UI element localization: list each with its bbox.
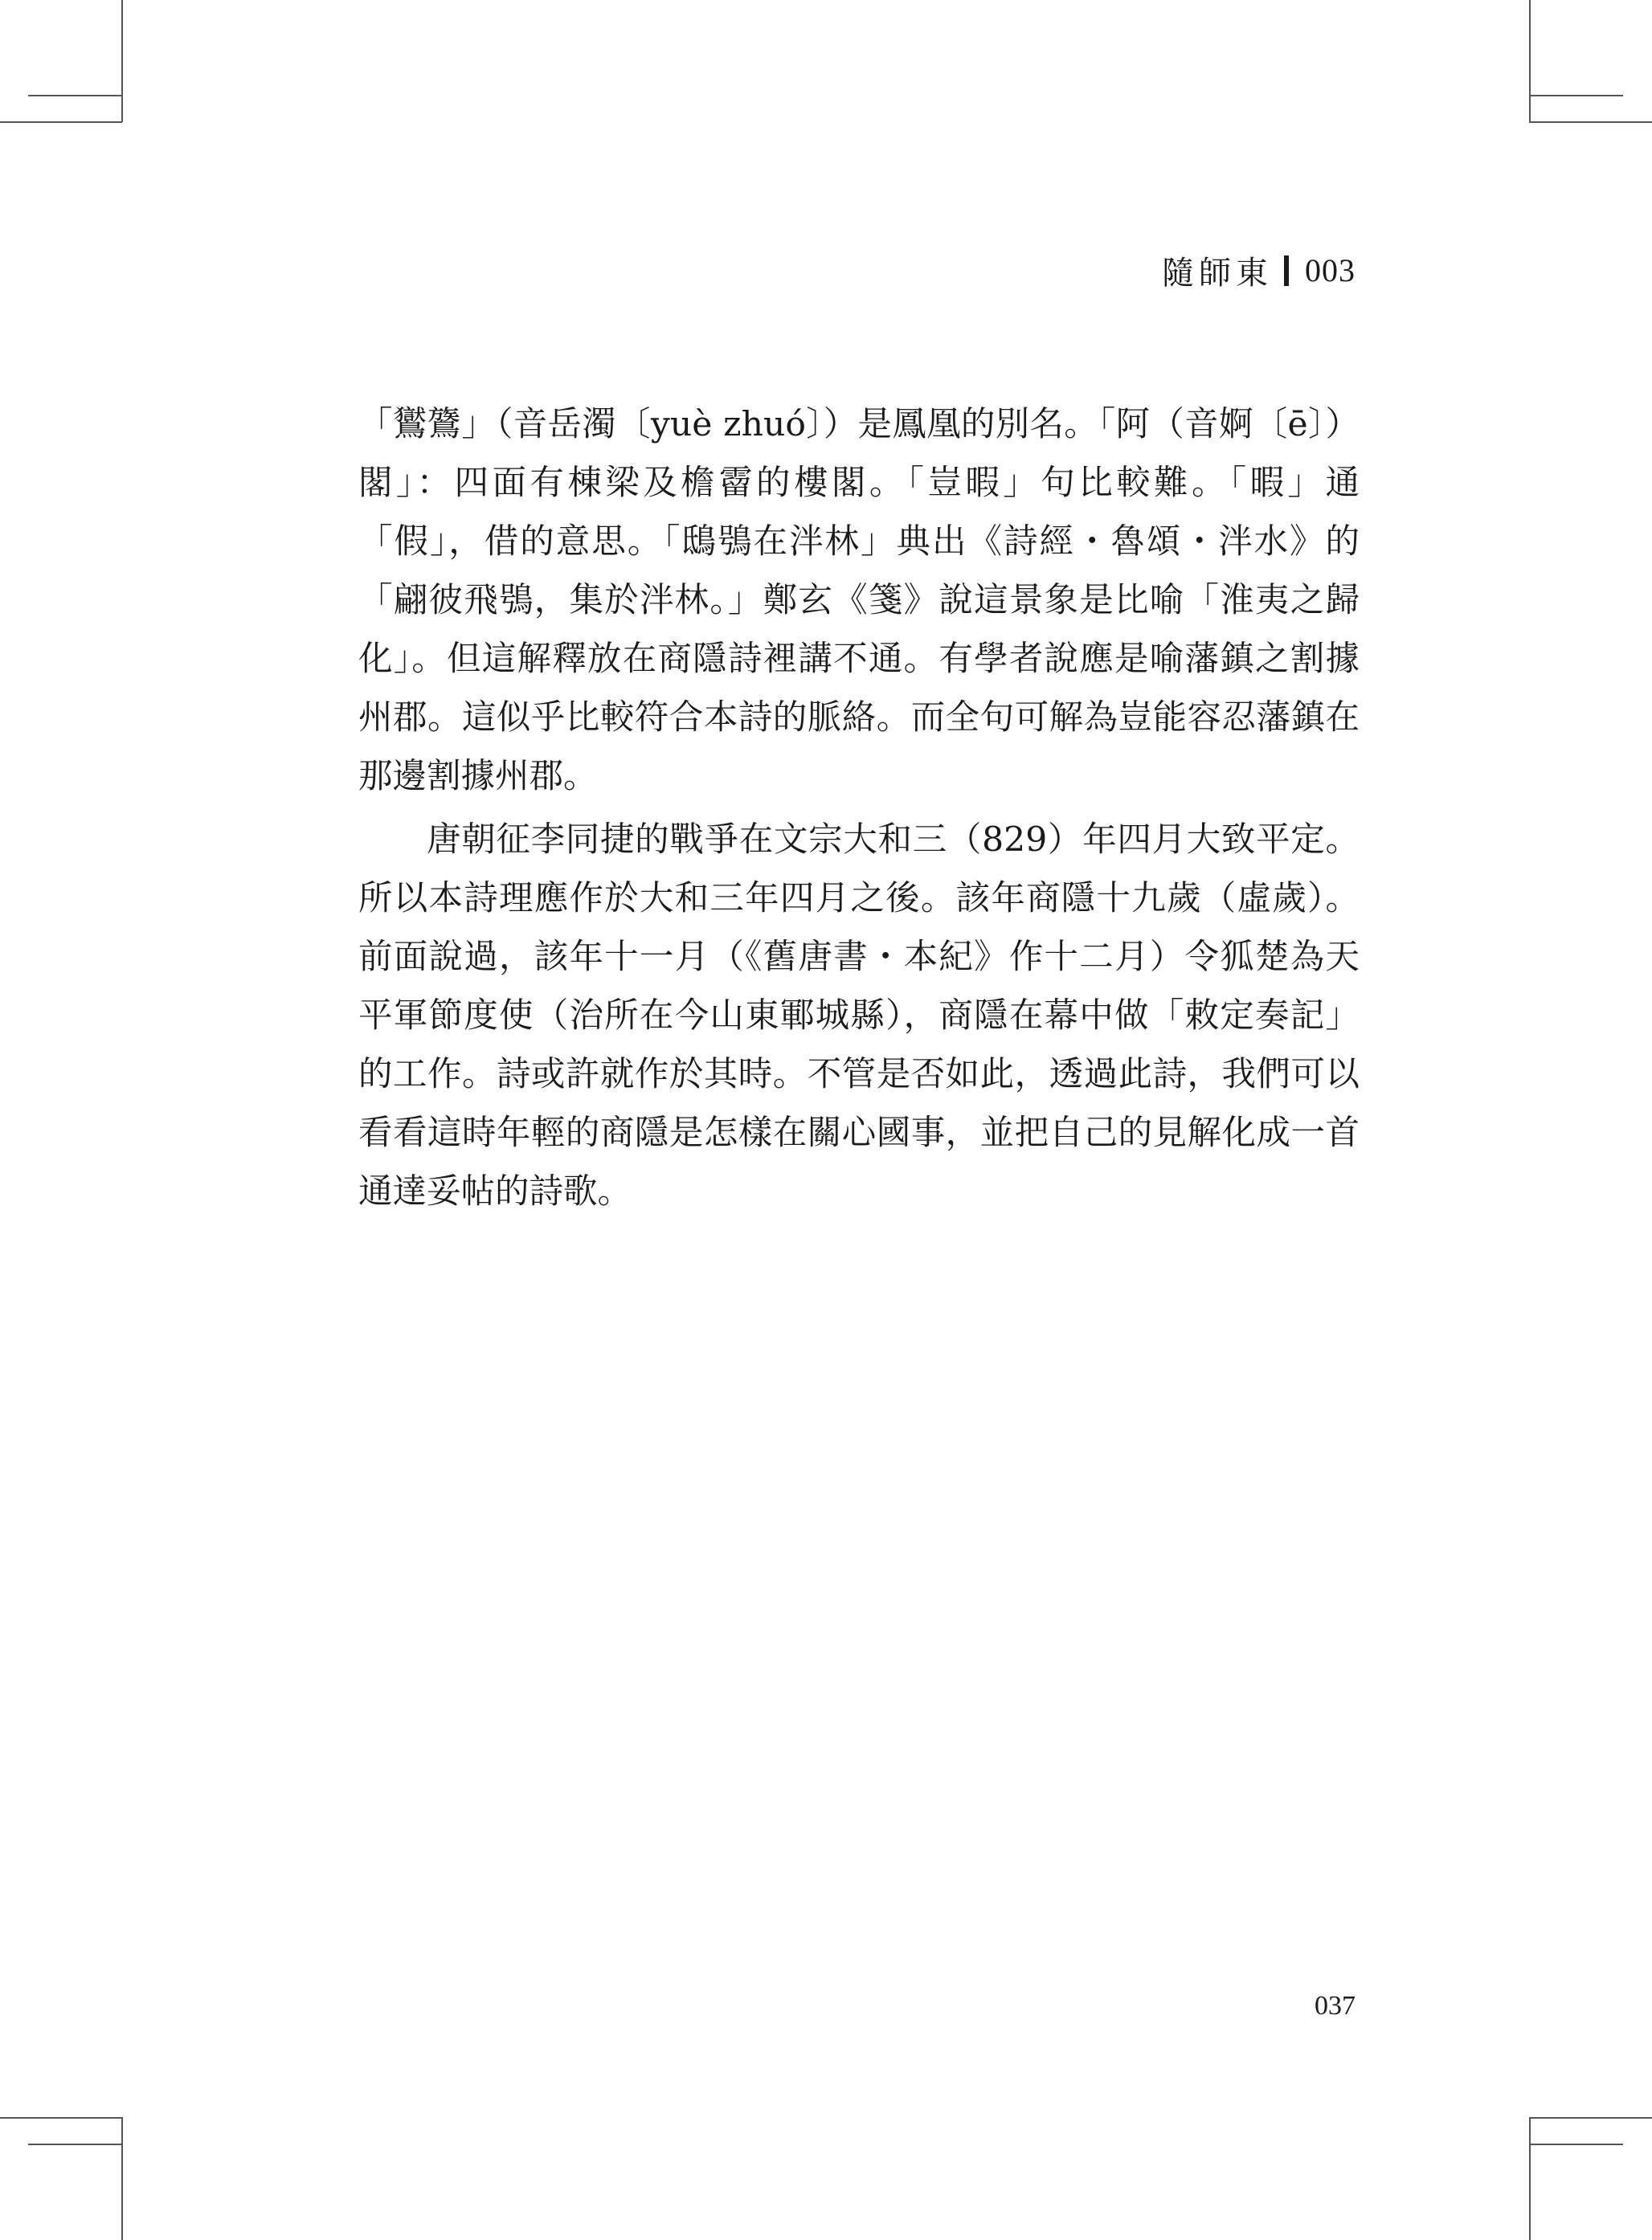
- paragraph-annotation: 「鸑鷟」（音岳濁〔yuè zhuó〕）是鳳凰的別名。「阿（音婀〔ē〕）閣」：四面有棟梁及檐霤的樓閣。「豈暇」句比較難。「暇」通「假」，借的意思。「鴟鴞在泮林」典出《詩經・魯頌・泮水》的「翩彼飛鴞，集於泮林。」鄭玄《箋》說這景象是比喻「淮夷之歸化」。但這解釋放在商隱詩裡講不通。有學者說應是喻藩鎮之割據州郡。這似乎比較符合本詩的脈絡。而全句可解為豈能容忍藩鎮在那邊割據州郡。: [358, 405, 1360, 796]
- crop-mark-top-left-inner-horizontal: [28, 95, 122, 96]
- commentary-text: [358, 395, 1360, 1221]
- crop-mark-bottom-right-horizontal: [1529, 2117, 1652, 2119]
- header-separator: [1284, 255, 1289, 286]
- running-header: [1162, 247, 1356, 293]
- crop-mark-bottom-left-inner-horizontal: [28, 2144, 122, 2145]
- crop-mark-bottom-left-horizontal: [0, 2117, 122, 2119]
- paragraph-dating: 唐朝征李同捷的戰爭在文宗大和三（829）年四月大致平定。所以本詩理應作於大和三年四月之後。該年商隱十九歲（虛歲）。前面說過，該年十一月（《舊唐書・本紀》作十二月）令狐楚為天平軍節度使（治所在今山東鄆城縣），商隱在幕中做「敕定奏記」的工作。詩或許就作於其時。不管是否如此，透過此詩，我們可以看看這時年輕的商隱是怎樣在關心國事，並把自己的見解化成一首通達妥帖的詩歌。: [358, 820, 1360, 1212]
- crop-mark-top-left-vertical: [121, 0, 123, 122]
- crop-mark-bottom-right-inner-horizontal: [1529, 2144, 1623, 2145]
- crop-mark-top-right-vertical: [1529, 0, 1531, 122]
- crop-mark-top-right-horizontal: [1529, 121, 1652, 123]
- page-number: 037: [1315, 1991, 1356, 2021]
- poem-title: 隨師東: [1162, 255, 1273, 292]
- crop-mark-bottom-left-vertical: [121, 2117, 123, 2240]
- poem-number: 003: [1305, 252, 1356, 288]
- crop-mark-top-left-horizontal: [0, 121, 122, 123]
- crop-mark-top-right-inner-horizontal: [1529, 95, 1623, 96]
- crop-mark-bottom-right-vertical: [1529, 2117, 1531, 2240]
